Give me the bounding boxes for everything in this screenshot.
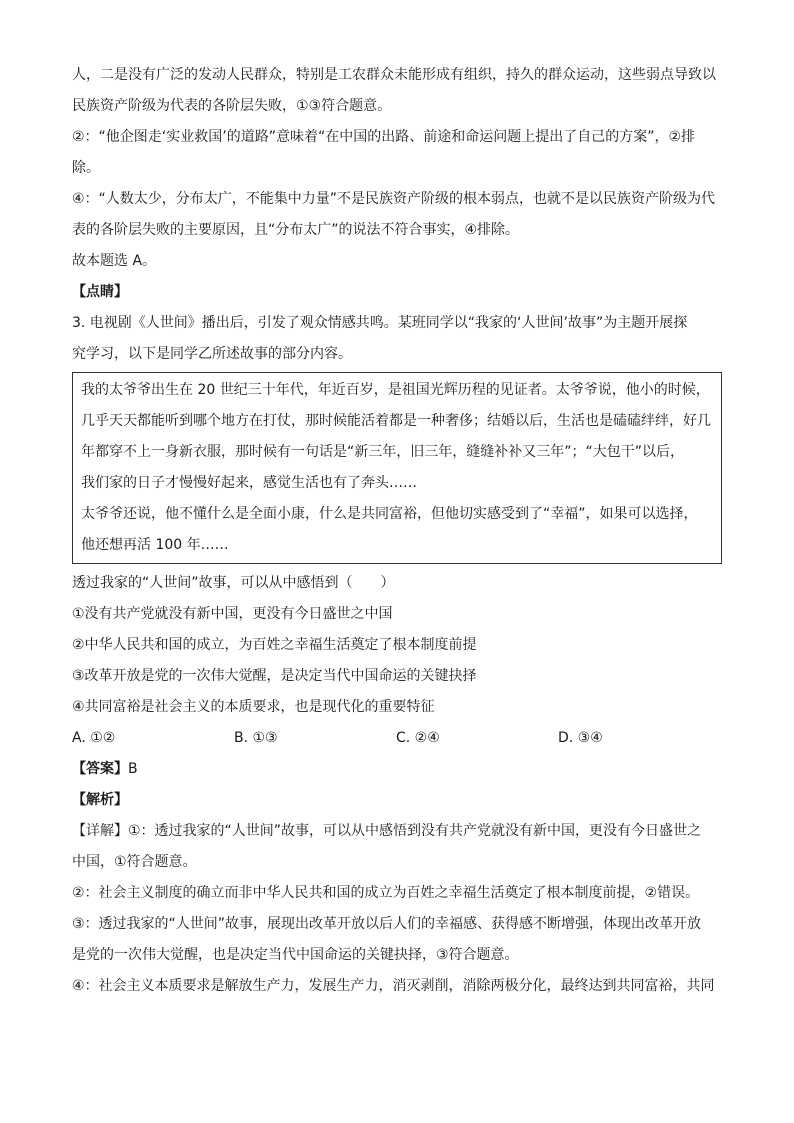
story-line: 他还想再活 100 年…… (81, 537, 229, 553)
text-line: 故本题选 A。 (72, 253, 157, 269)
text-line: ④：“人数太少，分布太广，不能集中力量”不是民族资产阶级的根本弱点，也就不是以民族资产阶级为代 (72, 191, 716, 207)
dianjing-label: 【点睛】 (72, 284, 128, 300)
option-d: D. ③④ (558, 730, 603, 746)
option-a: A. ①② (72, 730, 116, 746)
document-page (72, 60, 724, 1002)
previous-explanation (72, 60, 724, 308)
story-line: 几乎天天都能听到哪个地方在打仗，那时候能活着都是一种奢侈；结婚以后，生活也是磕磕绊绊，好几 (81, 413, 711, 429)
explanation-text: ①：透过我家的“人世间”故事，可以从中感悟到没有共产党就没有新中国，更没有今日盛世之 (128, 823, 702, 839)
story-line: 我们家的日子才慢慢好起来，感觉生活也有了奔头…… (81, 475, 417, 491)
story-line: 太爷爷还说，他不懂什么是全面小康，什么是共同富裕，但他切实感受到了“幸福”，如果可以选择， (81, 506, 698, 522)
option-c: C. ②④ (396, 730, 440, 746)
option-b: B. ①③ (234, 730, 278, 746)
explanation-line: ②：社会主义制度的确立而非中华人民共和国的成立为百姓之幸福生活奠定了根本制度前提，②错误。 (72, 885, 700, 901)
text-line: ②：“他企图走‘实业救国’的道路”意味着“在中国的出路、前途和命运问题上提出了自己的方案”，②排 (72, 129, 696, 145)
explanation-line: ③：透过我家的“人世间”故事，展现出改革开放以后人们的幸福感、获得感不断增强，体现出改革开放 (72, 916, 702, 932)
question-stem-line: 3. 电视剧《人世间》播出后，引发了观众情感共鸣。某班同学以“我家的‘人世间’故事”为主题开展探 (72, 315, 688, 331)
statement-4: ④共同富裕是社会主义的本质要求，也是现代化的重要特征 (72, 699, 435, 715)
story-line: 我的太爷爷出生在 20 世纪三十年代，年近百岁，是祖国光辉历程的见证者。太爷爷说，他小的时候， (81, 382, 710, 398)
text-line: 人，二是没有广泛的发动人民群众，特别是工农群众未能形成有组织，持久的群众运动，这些弱点导致以 (72, 67, 716, 83)
question-prompt: 透过我家的“人世间”故事，可以从中感悟到（ ） (72, 575, 395, 591)
explanation-line: ④：社会主义本质要求是解放生产力，发展生产力，消灭剥削，消除两极分化，最终达到共同富裕，共同 (72, 978, 715, 994)
question-stem-line: 究学习，以下是同学乙所述故事的部分内容。 (72, 346, 352, 362)
answer-line (72, 754, 724, 785)
explanation-line: 是党的一次伟大觉醒，也是决定当代中国命运的关键抉择，③符合题意。 (72, 947, 519, 963)
text-line: 民族资产阶级为代表的各阶层失败，①③符合题意。 (72, 98, 392, 114)
statement-2: ②中华人民共和国的成立，为百姓之幸福生活奠定了根本制度前提 (72, 637, 477, 653)
question-3 (72, 308, 724, 1002)
detail-label: 【详解】 (72, 823, 128, 839)
statement-3: ③改革开放是党的一次伟大觉醒，是决定当代中国命运的关键抉择 (72, 668, 477, 684)
explanation-line (72, 816, 724, 847)
story-line: 年都穿不上一身新衣服，那时候有一句话是“新三年，旧三年，缝缝补补又三年”；“大包干”以后， (81, 444, 685, 460)
analysis-label: 【解析】 (72, 792, 128, 808)
explanation-line: 中国，①符合题意。 (72, 854, 197, 870)
text-line: 表的各阶层失败的主要原因，且“分布太广”的说法不符合事实，④排除。 (72, 222, 520, 238)
statement-1: ①没有共产党就没有新中国，更没有今日盛世之中国 (72, 606, 393, 622)
text-line: 除。 (72, 160, 100, 176)
answer-value: B (128, 761, 138, 777)
answer-label: 【答案】 (72, 761, 128, 777)
story-material-box (72, 372, 722, 564)
answer-options (72, 723, 724, 754)
